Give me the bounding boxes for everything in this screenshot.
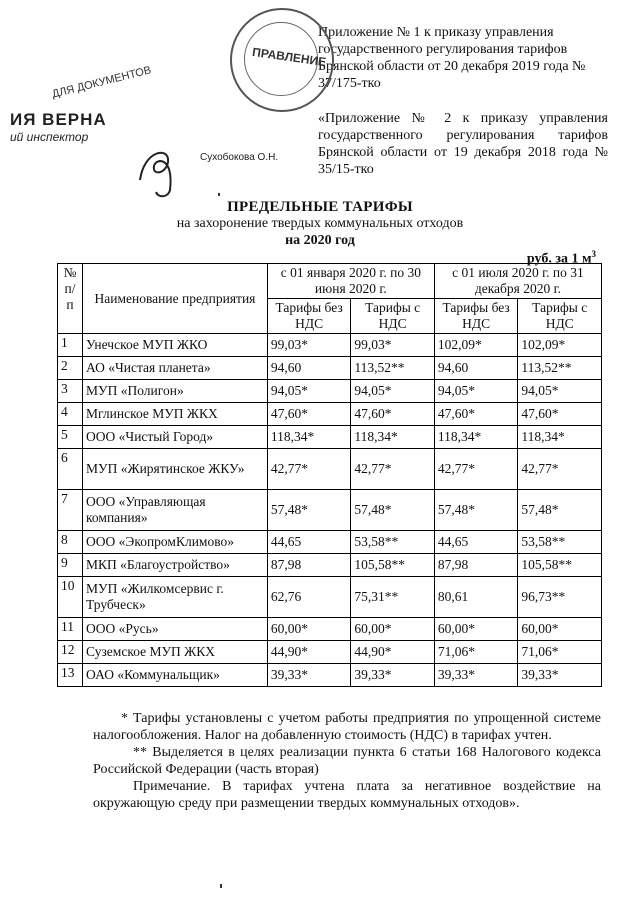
unit-superscript: 3: [591, 249, 596, 259]
cell-num: 8: [58, 531, 83, 554]
cell-p2-vat: 47,60*: [518, 403, 602, 426]
cell-p2-no-vat: 118,34*: [434, 426, 518, 449]
cell-num: 6: [58, 449, 83, 490]
appendix-1-reference: Приложение № 1 к приказу управления государственного регулирования тарифов Брянской области от 20 декабря 2019 года № 37/175-тко: [318, 25, 586, 91]
cell-num: 11: [58, 618, 83, 641]
table-row: [58, 334, 602, 357]
cell-p1-vat: 47,60*: [351, 403, 435, 426]
cell-p1-vat: 57,48*: [351, 490, 435, 531]
cell-num: 7: [58, 490, 83, 531]
cell-name: МУП «Жирятинское ЖКУ»: [83, 449, 268, 490]
note-double-star: ** Выделяется в целях реализации пункта 6 статьи 168 Налогового кодекса Российской Федерации (часть вторая): [93, 745, 601, 777]
cell-num: 2: [58, 357, 83, 380]
cell-p1-no-vat: 57,48*: [267, 490, 351, 531]
cell-name: Суземское МУП ЖКХ: [83, 641, 268, 664]
cell-p1-vat: 60,00*: [351, 618, 435, 641]
table-row: [58, 664, 602, 687]
cell-num: 12: [58, 641, 83, 664]
header-p1-no-vat: Тарифы без НДС: [267, 299, 351, 334]
cell-p2-vat: 53,58**: [518, 531, 602, 554]
cell-p1-no-vat: 118,34*: [267, 426, 351, 449]
cell-p1-no-vat: 47,60*: [267, 403, 351, 426]
cell-p2-no-vat: 47,60*: [434, 403, 518, 426]
cell-p2-no-vat: 42,77*: [434, 449, 518, 490]
cell-p1-no-vat: 44,65: [267, 531, 351, 554]
cell-p1-vat: 94,05*: [351, 380, 435, 403]
cell-name: МУП «Полигон»: [83, 380, 268, 403]
table-row: [58, 380, 602, 403]
table-row: [58, 618, 602, 641]
cell-p2-vat: 42,77*: [518, 449, 602, 490]
table-row: [58, 449, 602, 490]
cell-p1-no-vat: 60,00*: [267, 618, 351, 641]
header-p1-vat: Тарифы с НДС: [351, 299, 435, 334]
cell-p2-vat: 113,52**: [518, 357, 602, 380]
cell-p1-no-vat: 44,90*: [267, 641, 351, 664]
cell-p1-vat: 99,03*: [351, 334, 435, 357]
cell-num: 13: [58, 664, 83, 687]
cell-p2-no-vat: 39,33*: [434, 664, 518, 687]
scan-speck: [220, 884, 222, 888]
cell-p2-no-vat: 94,60: [434, 357, 518, 380]
cell-name: ООО «Чистый Город»: [83, 426, 268, 449]
cell-num: 4: [58, 403, 83, 426]
table-row: [58, 426, 602, 449]
table-row: [58, 357, 602, 380]
cell-name: АО «Чистая планета»: [83, 357, 268, 380]
cell-num: 5: [58, 426, 83, 449]
cell-p1-no-vat: 94,05*: [267, 380, 351, 403]
cell-p2-no-vat: 57,48*: [434, 490, 518, 531]
documents-stamp: ДЛЯ ДОКУМЕНТОВ: [50, 64, 153, 101]
document-year: на 2020 год: [285, 233, 355, 248]
cell-p2-vat: 39,33*: [518, 664, 602, 687]
cell-p2-vat: 118,34*: [518, 426, 602, 449]
cell-p1-vat: 113,52**: [351, 357, 435, 380]
document-subtitle: на захоронение твердых коммунальных отходов: [176, 216, 464, 231]
cell-p1-no-vat: 62,76: [267, 577, 351, 618]
cell-p1-vat: 118,34*: [351, 426, 435, 449]
table-row: [58, 490, 602, 531]
cell-p2-no-vat: 94,05*: [434, 380, 518, 403]
inspector-name-stamp: Сухобокова О.Н.: [200, 152, 279, 163]
cell-p2-no-vat: 71,06*: [434, 641, 518, 664]
inspector-title-stamp: ий инспектор: [10, 130, 89, 144]
header-period-2: с 01 июля 2020 г. по 31 декабря 2020 г.: [434, 264, 601, 299]
cell-name: ОАО «Коммунальщик»: [83, 664, 268, 687]
scan-speck: [218, 193, 220, 196]
cell-num: 10: [58, 577, 83, 618]
seal-word: ПРАВЛЕНИЕ: [251, 44, 327, 70]
handwritten-signature: [130, 140, 200, 200]
cell-p1-no-vat: 99,03*: [267, 334, 351, 357]
table-body: [58, 334, 602, 687]
cell-p2-no-vat: 102,09*: [434, 334, 518, 357]
cell-name: ООО «ЭкопромКлимово»: [83, 531, 268, 554]
table-row: [58, 531, 602, 554]
round-seal-stamp: [230, 8, 334, 112]
header-p2-vat: Тарифы с НДС: [518, 299, 602, 334]
cell-p2-vat: 105,58**: [518, 554, 602, 577]
cell-p2-no-vat: 44,65: [434, 531, 518, 554]
cell-name: ООО «Русь»: [83, 618, 268, 641]
cell-p2-vat: 102,09*: [518, 334, 602, 357]
cell-name: ООО «Управляющая компания»: [83, 490, 268, 531]
cell-name: Мглинское МУП ЖКХ: [83, 403, 268, 426]
cell-p2-vat: 71,06*: [518, 641, 602, 664]
header-period-1: с 01 января 2020 г. по 30 июня 2020 г.: [267, 264, 434, 299]
cell-p1-vat: 44,90*: [351, 641, 435, 664]
cell-p1-no-vat: 39,33*: [267, 664, 351, 687]
header-num: № п/п: [58, 264, 83, 334]
certified-copy-stamp: ИЯ ВЕРНА: [10, 110, 107, 129]
cell-p2-vat: 60,00*: [518, 618, 602, 641]
cell-p1-no-vat: 94,60: [267, 357, 351, 380]
note-remark: Примечание. В тарифах учтена плата за негативное воздействие на окружающую среду при размещении твердых коммунальных отходов».: [93, 779, 601, 811]
cell-p1-vat: 42,77*: [351, 449, 435, 490]
document-title: ПРЕДЕЛЬНЫЕ ТАРИФЫ: [227, 199, 413, 215]
cell-num: 3: [58, 380, 83, 403]
cell-num: 9: [58, 554, 83, 577]
table-row: [58, 554, 602, 577]
cell-name: Унечское МУП ЖКО: [83, 334, 268, 357]
cell-p1-vat: 53,58**: [351, 531, 435, 554]
table-row: [58, 403, 602, 426]
header-p2-no-vat: Тарифы без НДС: [434, 299, 518, 334]
table-row: [58, 641, 602, 664]
cell-p1-no-vat: 87,98: [267, 554, 351, 577]
table-row: [58, 577, 602, 618]
cell-p2-no-vat: 80,61: [434, 577, 518, 618]
header-name: Наименование предприятия: [83, 264, 268, 334]
cell-name: МУП «Жилкомсервис г. Трубческ»: [83, 577, 268, 618]
unit-text: руб. за 1 м: [526, 251, 592, 267]
cell-p2-no-vat: 60,00*: [434, 618, 518, 641]
table-header-row: [58, 264, 602, 299]
footnotes: [93, 710, 601, 812]
cell-p2-vat: 96,73**: [518, 577, 602, 618]
cell-p1-vat: 39,33*: [351, 664, 435, 687]
cell-p2-vat: 94,05*: [518, 380, 602, 403]
cell-p1-vat: 75,31**: [351, 577, 435, 618]
cell-p2-no-vat: 87,98: [434, 554, 518, 577]
cell-num: 1: [58, 334, 83, 357]
appendix-2-reference: «Приложение № 2 к приказу управления государственного регулирования тарифов Брянской области от 19 декабря 2018 года № 35/15-тко: [318, 111, 608, 177]
cell-p2-vat: 57,48*: [518, 490, 602, 531]
tariffs-table: [57, 263, 602, 687]
cell-name: МКП «Благоустройство»: [83, 554, 268, 577]
cell-p1-vat: 105,58**: [351, 554, 435, 577]
note-single-star: * Тарифы установлены с учетом работы предприятия по упрощенной системе налогообложения. Налог на добавленную стоимость (НДС) в тарифах учтен.: [93, 711, 601, 743]
cell-p1-no-vat: 42,77*: [267, 449, 351, 490]
